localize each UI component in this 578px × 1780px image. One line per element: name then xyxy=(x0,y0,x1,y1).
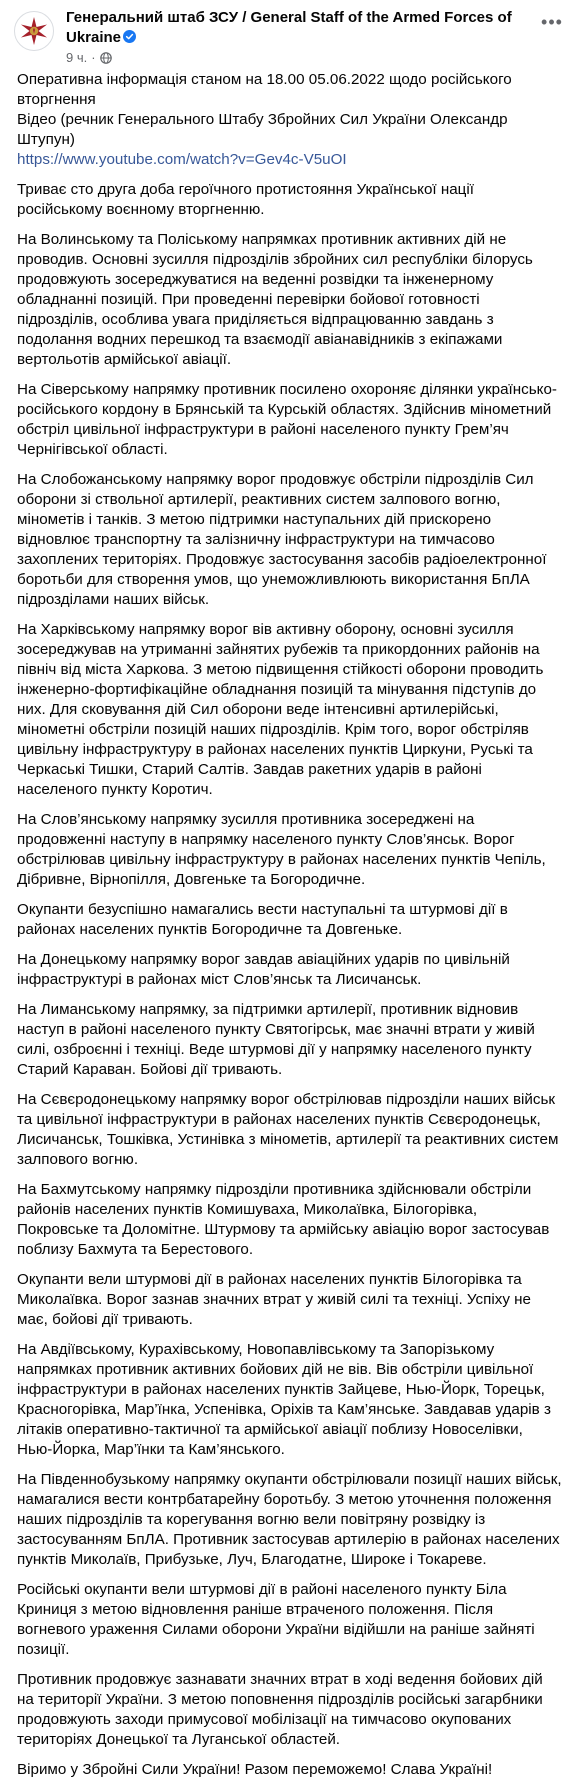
paragraph-siversk: На Сіверському напрямку противник посилено охороняє ділянки українсько-російського кордону в Брянській та Курській областях. Здійснив мінометний обстріл цивільної інфраструктури в районі населеного пункту Грем’яч Чернігівської області. xyxy=(17,381,557,458)
post-meta xyxy=(66,50,568,66)
paragraph-losses-mobilization: Противник продовжує зазнавати значних втрат в ході ведення бойових дій на території України. З метою поповнення підрозділів російські загарбники продовжують заходи примусової мобілізації на тимчасово окупованих територіях Донецької та Луганської областей. xyxy=(17,1671,543,1748)
paragraph-donetsk: На Донецькому напрямку ворог завдав авіаційних ударів по цивільній інфраструктурі в районах міст Слов’янськ та Лисичанськ. xyxy=(17,951,510,988)
post-header xyxy=(14,8,568,70)
general-staff-emblem-icon xyxy=(19,16,49,46)
page-name-link[interactable] xyxy=(66,8,568,48)
paragraph-sloviansk-assault: Окупанти безуспішно намагались вести наступальні та штурмові дії в районах населених пунктів Богородичне та Довгеньке. xyxy=(17,901,508,938)
paragraph-pivdennyi-buh: На Південнобузькому напрямку окупанти обстрілювали позиції наших військ, намагалися вести контрбатарейну боротьбу. З метою уточнення положення наших підрозділів та корегування вогню вели повітряну розвідку із застосуванням БпЛА. Противник застосував артилерію в районах населених пунктів Миколаїв, Прибузьке, Луч, Благодатне, Широке і Токареве. xyxy=(17,1471,562,1568)
more-options-button[interactable] xyxy=(540,10,564,34)
more-options-icon: ••• xyxy=(541,11,563,32)
paragraph-bila-krynytsia: Російські окупанти вели штурмові дії в районі населеного пункту Біла Криниця з метою відновлення раніше втраченого положення. Після вогневого ураження Силами оборони України відійшли на раніше зайняті позиції. xyxy=(17,1581,535,1658)
page-name: Генеральний штаб ЗСУ / General Staff of the Armed Forces of Ukraine xyxy=(66,9,512,46)
header-text xyxy=(66,8,568,66)
paragraph-avdiivka: На Авдіївському, Курахівському, Новопавлівському та Запорізькому напрямках противник активних бойових дій не вів. Вів обстріли цивільної інфраструктури в районах населених пунктів Зайцеве, Нью-Йорк, Торецьк, Красногорівка, Мар’їнка, Успенівка, Оріхів та Кам’янське. Завдавав ударів з літаків оперативно-тактичної та армійської авіації поблизу Новоселівки, Нью-Йорка, Мар’їнки та Кам’янського. xyxy=(17,1341,551,1458)
post-body xyxy=(17,70,562,1780)
paragraph-bakhmut: На Бахмутському напрямку підрозділи противника здійснювали обстріли районів населених пунктів Комишуваха, Миколаївка, Білогорівка, Покровське та Доломітне. Штурмову та армійську авіацію ворог застосував поблизу Бахмута та Берестового. xyxy=(17,1181,550,1258)
meta-separator: · xyxy=(91,50,96,65)
paragraph-lyman: На Лиманському напрямку, за підтримки артилерії, противник відновив наступ в районі населеного пункту Святогірськ, має значні втрати у живій силі, озброєнні і техніці. Веде штурмові дії у напрямку населеного пункту Старий Караван. Бойові дії тривають. xyxy=(17,1001,535,1078)
globe-icon xyxy=(100,52,112,64)
paragraph-day-count: Триває сто друга доба героїчного протистояння Української нації російському воєнному вторгненню. xyxy=(17,181,474,218)
paragraph-sievierodonetsk: На Сєвєродонецькому напрямку ворог обстрілював підрозділи наших військ та цивільної інфраструктури в районах населених пунктів Сєвєродонецьк, Лисичанськ, Тошківка, Устинівка з мінометів, артилерії та реактивних систем залпового вогню. xyxy=(17,1091,559,1168)
post-timestamp[interactable]: 9 ч. xyxy=(66,50,88,65)
paragraph-bakhmut-assault: Окупанти вели штурмові дії в районах населених пунктів Білогорівка та Миколаївка. Ворог зазнав значних втрат у живій силі та техніці. Успіху не має, бойові дії тривають. xyxy=(17,1271,531,1328)
page-avatar[interactable] xyxy=(14,11,54,51)
video-link[interactable]: https://www.youtube.com/watch?v=Gev4c-V5uOI xyxy=(17,151,347,168)
paragraph-closing: Віримо у Збройні Сили України! Разом переможемо! Слава Україні! xyxy=(17,1761,493,1778)
intro-video-caption: Відео (речник Генерального Штабу Збройних Сил України Олександр Штупун) xyxy=(17,111,508,148)
paragraph-sloviansk: На Слов’янському напрямку зусилля противника зосереджені на продовженні наступу в напрямку населеного пункту Слов’янськ. Ворог обстрілював цивільну інфраструктуру в районах населених пунктів Чепіль, Дібривне, Вірнопілля, Довгеньке та Богородичне. xyxy=(17,811,546,888)
paragraph-kharkiv: На Харківському напрямку ворог вів активну оборону, основні зусилля зосереджував на утриманні зайнятих рубежів та прикордонних районів на північ від міста Харкова. З метою підвищення стійкості оборони проводить інженерно-фортифікаційне обладнання позицій та мінування підступів до них. Для сковування дій Сил оборони веде інтенсивні артилерійські, мінометні обстріли позицій наших підрозділів. Крім того, ворог обстріляв цивільну інфраструктуру в районах населених пунктів Циркуни, Руські та Черкаські Тишки, Старий Салтів. Завдав ракетних ударів в районі населеного пункту Коротич. xyxy=(17,621,544,798)
verified-badge-icon xyxy=(123,30,136,43)
intro-title: Оперативна інформація станом на 18.00 05.06.2022 щодо російського вторгнення xyxy=(17,71,512,108)
post-intro xyxy=(17,70,562,170)
paragraph-slobozhansky: На Слобожанському напрямку ворог продовжує обстріли підрозділів Сил оборони зі ствольної артилерії, реактивних систем залпового вогню, мінометів і танків. З метою підтримки наступальних дій прискорено відновлює транспортну та залізничну інфраструктури на тимчасово захоплених територіях. Продовжує застосування засобів радіоелектронної боротьби для створення умов, що унеможливлюють використання БпЛА підрозділами наших військ. xyxy=(17,471,547,608)
paragraph-volyn-polissia: На Волинському та Поліському напрямках противник активних дій не проводив. Основні зусилля підрозділів збройних сил республіки білорусь продовжують зосереджуватися на веденні розвідки та інженерному обладнанні позицій. При проведенні перевірки бойової готовності підрозділів, особлива увага приділяється відпрацюванню завдань з подолання водних перешкод та взаємодії авіанавідників з екіпажами вертольотів армійської авіації. xyxy=(17,231,533,368)
